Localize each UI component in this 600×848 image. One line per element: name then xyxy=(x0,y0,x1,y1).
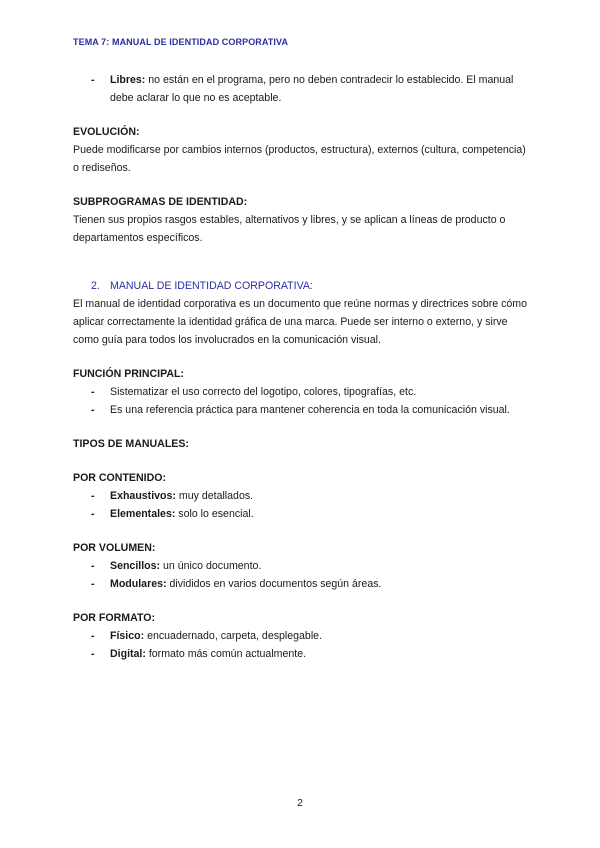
page-header: TEMA 7: MANUAL DE IDENTIDAD CORPORATIVA xyxy=(73,37,289,47)
section-heading: POR FORMATO: xyxy=(73,612,155,624)
item-label: Digital: xyxy=(110,648,146,660)
list-item xyxy=(73,487,533,505)
page-content xyxy=(73,71,533,663)
section-heading: EVOLUCIÓN: xyxy=(73,126,140,138)
item-text: no están en el programa, pero no deben contradecir lo establecido. El manual debe aclarar lo que no es aceptable. xyxy=(110,74,514,104)
section-title-text: MANUAL DE IDENTIDAD CORPORATIVA: xyxy=(110,280,313,292)
section-heading: TIPOS DE MANUALES: xyxy=(73,438,189,450)
item-label: Libres: xyxy=(110,74,146,86)
section-heading: FUNCIÓN PRINCIPAL: xyxy=(73,368,185,380)
item-text: un único documento. xyxy=(160,560,262,572)
item-label: Exhaustivos: xyxy=(110,490,176,502)
paragraph: Puede modificarse por cambios internos (productos, estructura), externos (cultura, competencia) o rediseños. xyxy=(73,144,526,174)
list-item: - Es una referencia práctica para mantener coherencia en toda la comunicación visual. xyxy=(73,401,533,419)
libres-list xyxy=(73,71,533,107)
section-heading: POR CONTENIDO: xyxy=(73,472,166,484)
list-item xyxy=(73,627,533,645)
page-number: 2 xyxy=(297,797,303,809)
item-label: Elementales: xyxy=(110,508,176,520)
item-text: formato más común actualmente. xyxy=(145,648,307,660)
contenido-list xyxy=(73,487,533,523)
item-label: Modulares: xyxy=(110,578,167,590)
item-label: Físico: xyxy=(110,630,145,642)
paragraph: Tienen sus propios rasgos estables, alternativos y libres, y se aplican a líneas de producto o departamentos específicos. xyxy=(73,214,506,244)
item-text: muy detallados. xyxy=(175,490,254,502)
list-item: - Sistematizar el uso correcto del logotipo, colores, tipografías, etc. xyxy=(73,383,533,401)
section-number: 2. xyxy=(91,280,100,292)
list-item xyxy=(73,557,533,575)
list-item xyxy=(73,575,533,593)
section-title xyxy=(73,277,533,295)
paragraph: El manual de identidad corporativa es un documento que reúne normas y directrices sobre cómo aplicar correctamente la identidad gráfica de una marca. Puede ser interno o externo, y sirve como guía para todos los involucrados en la comunicación visual. xyxy=(73,298,528,346)
funcion-list xyxy=(73,383,533,419)
list-item xyxy=(73,505,533,523)
list-item xyxy=(73,645,533,663)
item-label: Sencillos: xyxy=(110,560,161,572)
section-heading: POR VOLUMEN: xyxy=(73,542,156,554)
list-item xyxy=(73,71,533,107)
item-text: encuadernado, carpeta, desplegable. xyxy=(144,630,323,642)
item-text: solo lo esencial. xyxy=(175,508,254,520)
formato-list xyxy=(73,627,533,663)
item-text: divididos en varios documentos según áreas. xyxy=(166,578,382,590)
volumen-list xyxy=(73,557,533,593)
section-heading: SUBPROGRAMAS DE IDENTIDAD: xyxy=(73,196,248,208)
